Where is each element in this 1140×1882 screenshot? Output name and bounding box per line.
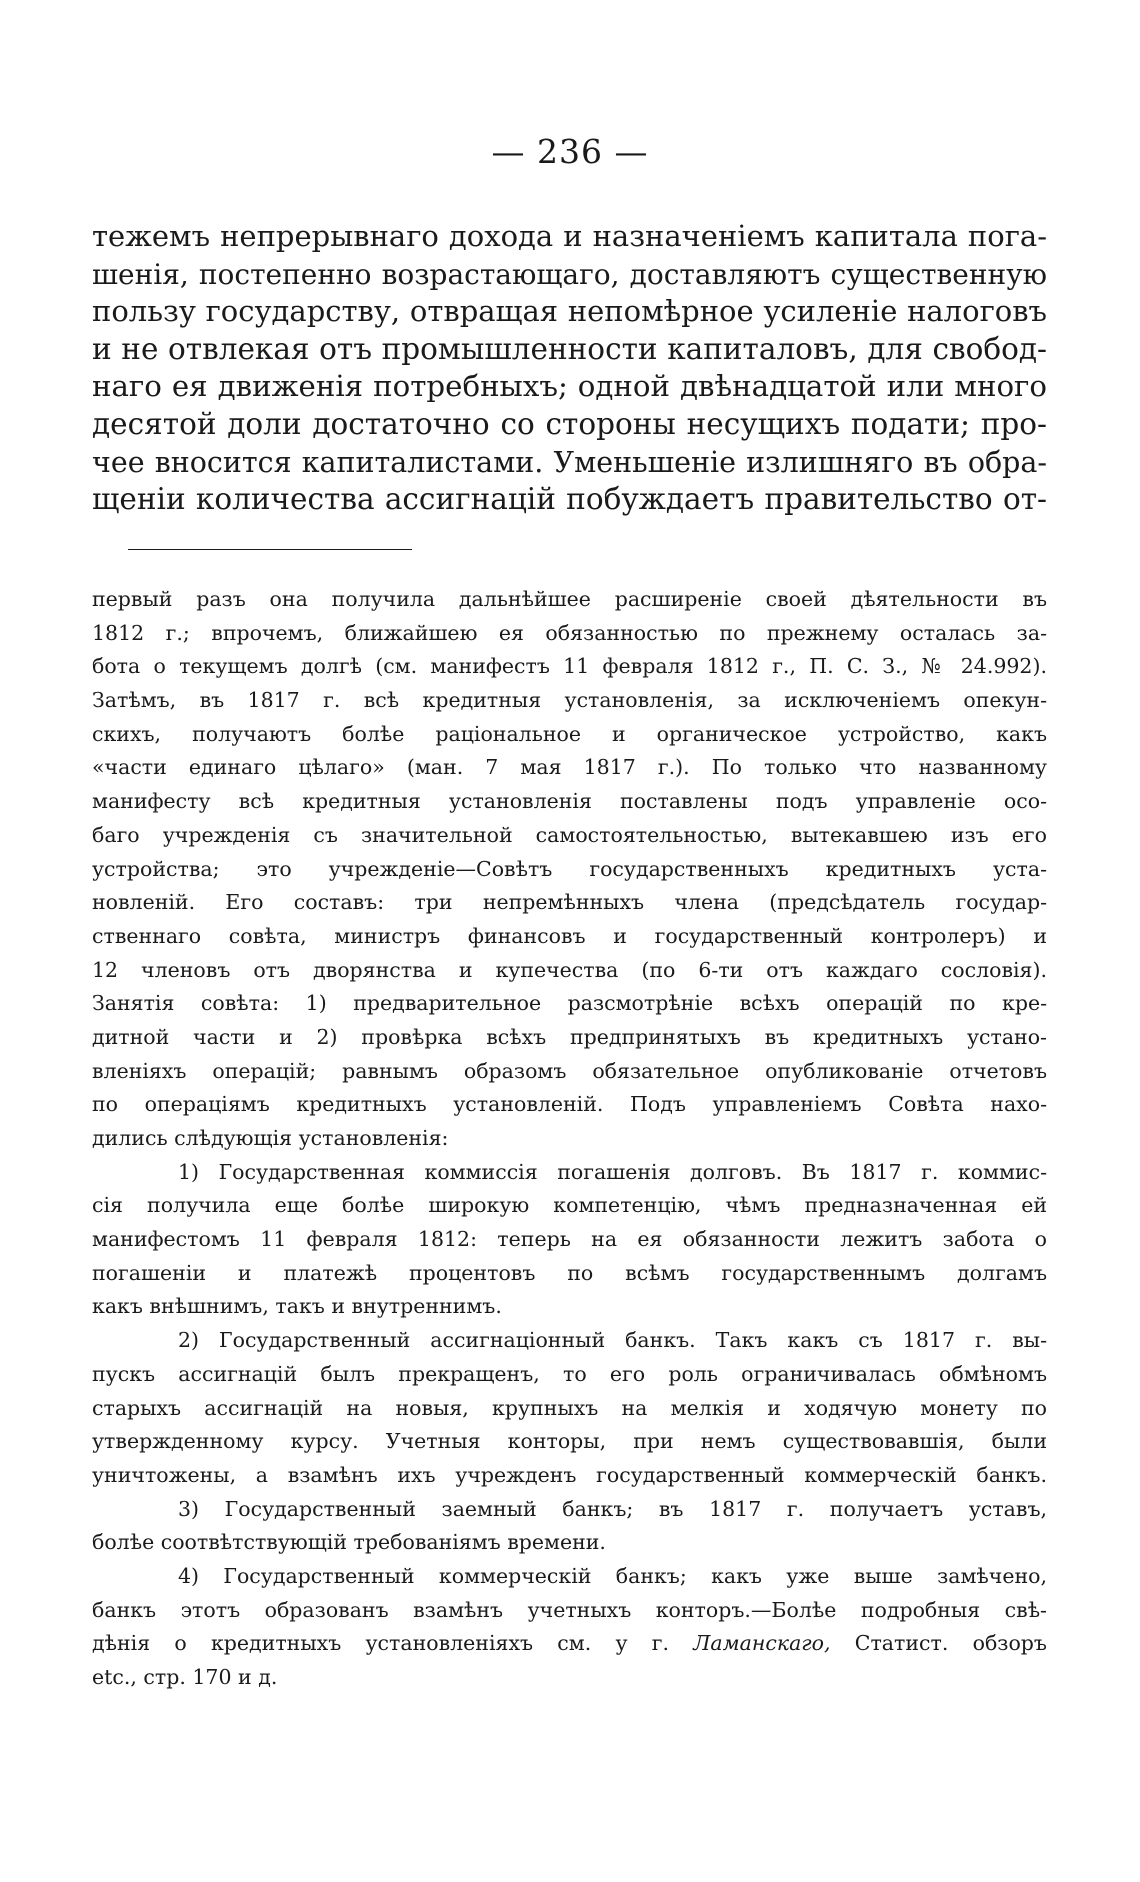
- main-text-line: десятой доли достаточно со стороны несущихъ подати; про-: [92, 406, 1047, 441]
- footnote-line: манифесту всѣ кредитныя установленія поставлены подъ управленіе осо-: [92, 789, 1047, 814]
- footnote-line: Затѣмъ, въ 1817 г. всѣ кредитныя установленія, за исключеніемъ опекун-: [92, 688, 1047, 713]
- footnote-line: [92, 1627, 1047, 1661]
- footnote-line: скихъ, получаютъ болѣе раціональное и органическое устройство, какъ: [92, 721, 1047, 746]
- footnote-line: дитной части и 2) провѣрка всѣхъ предпринятыхъ въ кредитныхъ устано-: [92, 1024, 1047, 1049]
- footnote-line: пускъ ассигнацій былъ прекращенъ, то его роль ограничивалась обмѣномъ: [92, 1361, 1047, 1386]
- main-text-line: чее вносится капиталистами. Уменьшеніе излишняго въ обра-: [92, 445, 1047, 479]
- footnote-line: первый разъ она получила дальнѣйшее расширеніе своей дѣятельности въ: [92, 587, 1047, 611]
- footnote-text-segment: дѣнія о кредитныхъ установленіяхъ см. у г.: [92, 1631, 670, 1656]
- footnote-divider: [128, 549, 412, 550]
- footnote-item-3: 3) Государственный заемный банкъ; въ 1817 г. получаетъ уставъ,: [178, 1496, 1047, 1521]
- footnote-line: погашеніи и платежѣ процентовъ по всѣмъ государственнымъ долгамъ: [92, 1260, 1047, 1285]
- footnote-line: вленіяхъ операцій; равнымъ образомъ обязательное опубликованіе отчетовъ: [92, 1058, 1047, 1083]
- footnote-line: старыхъ ассигнацій на новыя, крупныхъ на мелкія и ходячую монету по: [92, 1395, 1047, 1420]
- footnote-text-segment: Статист. обзоръ: [854, 1631, 1047, 1656]
- footnote: [92, 583, 1047, 1695]
- footnote-line: болѣе соотвѣтствующій требованіямъ времени.: [92, 1530, 606, 1555]
- footnote-line: баго учрежденія съ значительной самостоятельностью, вытекавшею изъ его: [92, 822, 1047, 847]
- footnote-line: новленій. Его составъ: три непремѣнныхъ члена (предсѣдатель государ-: [92, 890, 1047, 915]
- main-text-line: щеніи количества ассигнацій побуждаетъ правительство от-: [92, 482, 1047, 517]
- page-number: — 236 —: [491, 132, 649, 171]
- main-text-line: тежемъ непрерывнаго дохода и назначеніемъ капитала пога-: [92, 219, 1047, 253]
- main-text-line: и не отвлекая отъ промышленности капиталовъ, для свобод-: [92, 331, 1047, 366]
- footnote-line: Занятія совѣта: 1) предварительное разсмотрѣніе всѣхъ операцій по кре-: [92, 991, 1047, 1016]
- footnote-line: дились слѣдующія установленія:: [92, 1126, 449, 1150]
- footnote-item-1: 1) Государственная коммиссія погашенія долговъ. Въ 1817 г. коммис-: [178, 1159, 1047, 1184]
- main-text-line: наго ея движенія потребныхъ; одной двѣнадцатой или много: [92, 369, 1047, 404]
- footnote-line: устройства; это учрежденіе—Совѣтъ государственныхъ кредитныхъ уста-: [92, 856, 1047, 881]
- author-name: Ламанскаго,: [693, 1631, 831, 1656]
- footnote-line: etc., стр. 170 и д.: [92, 1665, 278, 1689]
- footnote-line: какъ внѣшнимъ, такъ и внутреннимъ.: [92, 1294, 502, 1319]
- footnote-line: уничтожены, а взамѣнъ ихъ учрежденъ государственный коммерческій банкъ.: [92, 1462, 1047, 1487]
- footnote-line: утвержденному курсу. Учетныя конторы, при немъ существовавшія, были: [92, 1429, 1047, 1454]
- footnote-line: 1812 г.; впрочемъ, ближайшею ея обязанностью по прежнему осталась за-: [92, 620, 1047, 645]
- footnote-line: манифестомъ 11 февраля 1812: теперь на ея обязанности лежитъ забота о: [92, 1227, 1047, 1252]
- footnote-item-2: 2) Государственный ассигнаціонный банкъ. Такъ какъ съ 1817 г. вы-: [178, 1328, 1047, 1353]
- footnote-line: «части единаго цѣлаго» (ман. 7 мая 1817 г.). По только что названному: [92, 755, 1047, 780]
- footnote-line: банкъ этотъ образованъ взамѣнъ учетныхъ конторъ.—Болѣе подробныя свѣ-: [92, 1597, 1047, 1622]
- footnote-line: бота о текущемъ долгѣ (см. манифестъ 11 февраля 1812 г., П. С. З., № 24.992).: [92, 654, 1047, 679]
- footnote-line: 12 членовъ отъ дворянства и купечества (по 6-ти отъ каждаго сословія).: [92, 957, 1047, 982]
- footnote-line: ственнаго совѣта, министръ финансовъ и государственный контролеръ) и: [92, 923, 1047, 948]
- main-text: [92, 218, 1047, 519]
- footnote-line: сія получила еще болѣе широкую компетенцію, чѣмъ предназначенная ей: [92, 1193, 1047, 1218]
- footnote-item-4: 4) Государственный коммерческій банкъ; какъ уже выше замѣчено,: [178, 1563, 1047, 1588]
- main-text-line: пользу государству, отвращая непомѣрное усиленіе налоговъ: [92, 294, 1047, 329]
- footnote-line: по операціямъ кредитныхъ установленій. Подъ управленіемъ Совѣта нахо-: [92, 1092, 1047, 1117]
- main-text-line: шенія, постепенно возрастающаго, доставляютъ существенную: [92, 257, 1047, 291]
